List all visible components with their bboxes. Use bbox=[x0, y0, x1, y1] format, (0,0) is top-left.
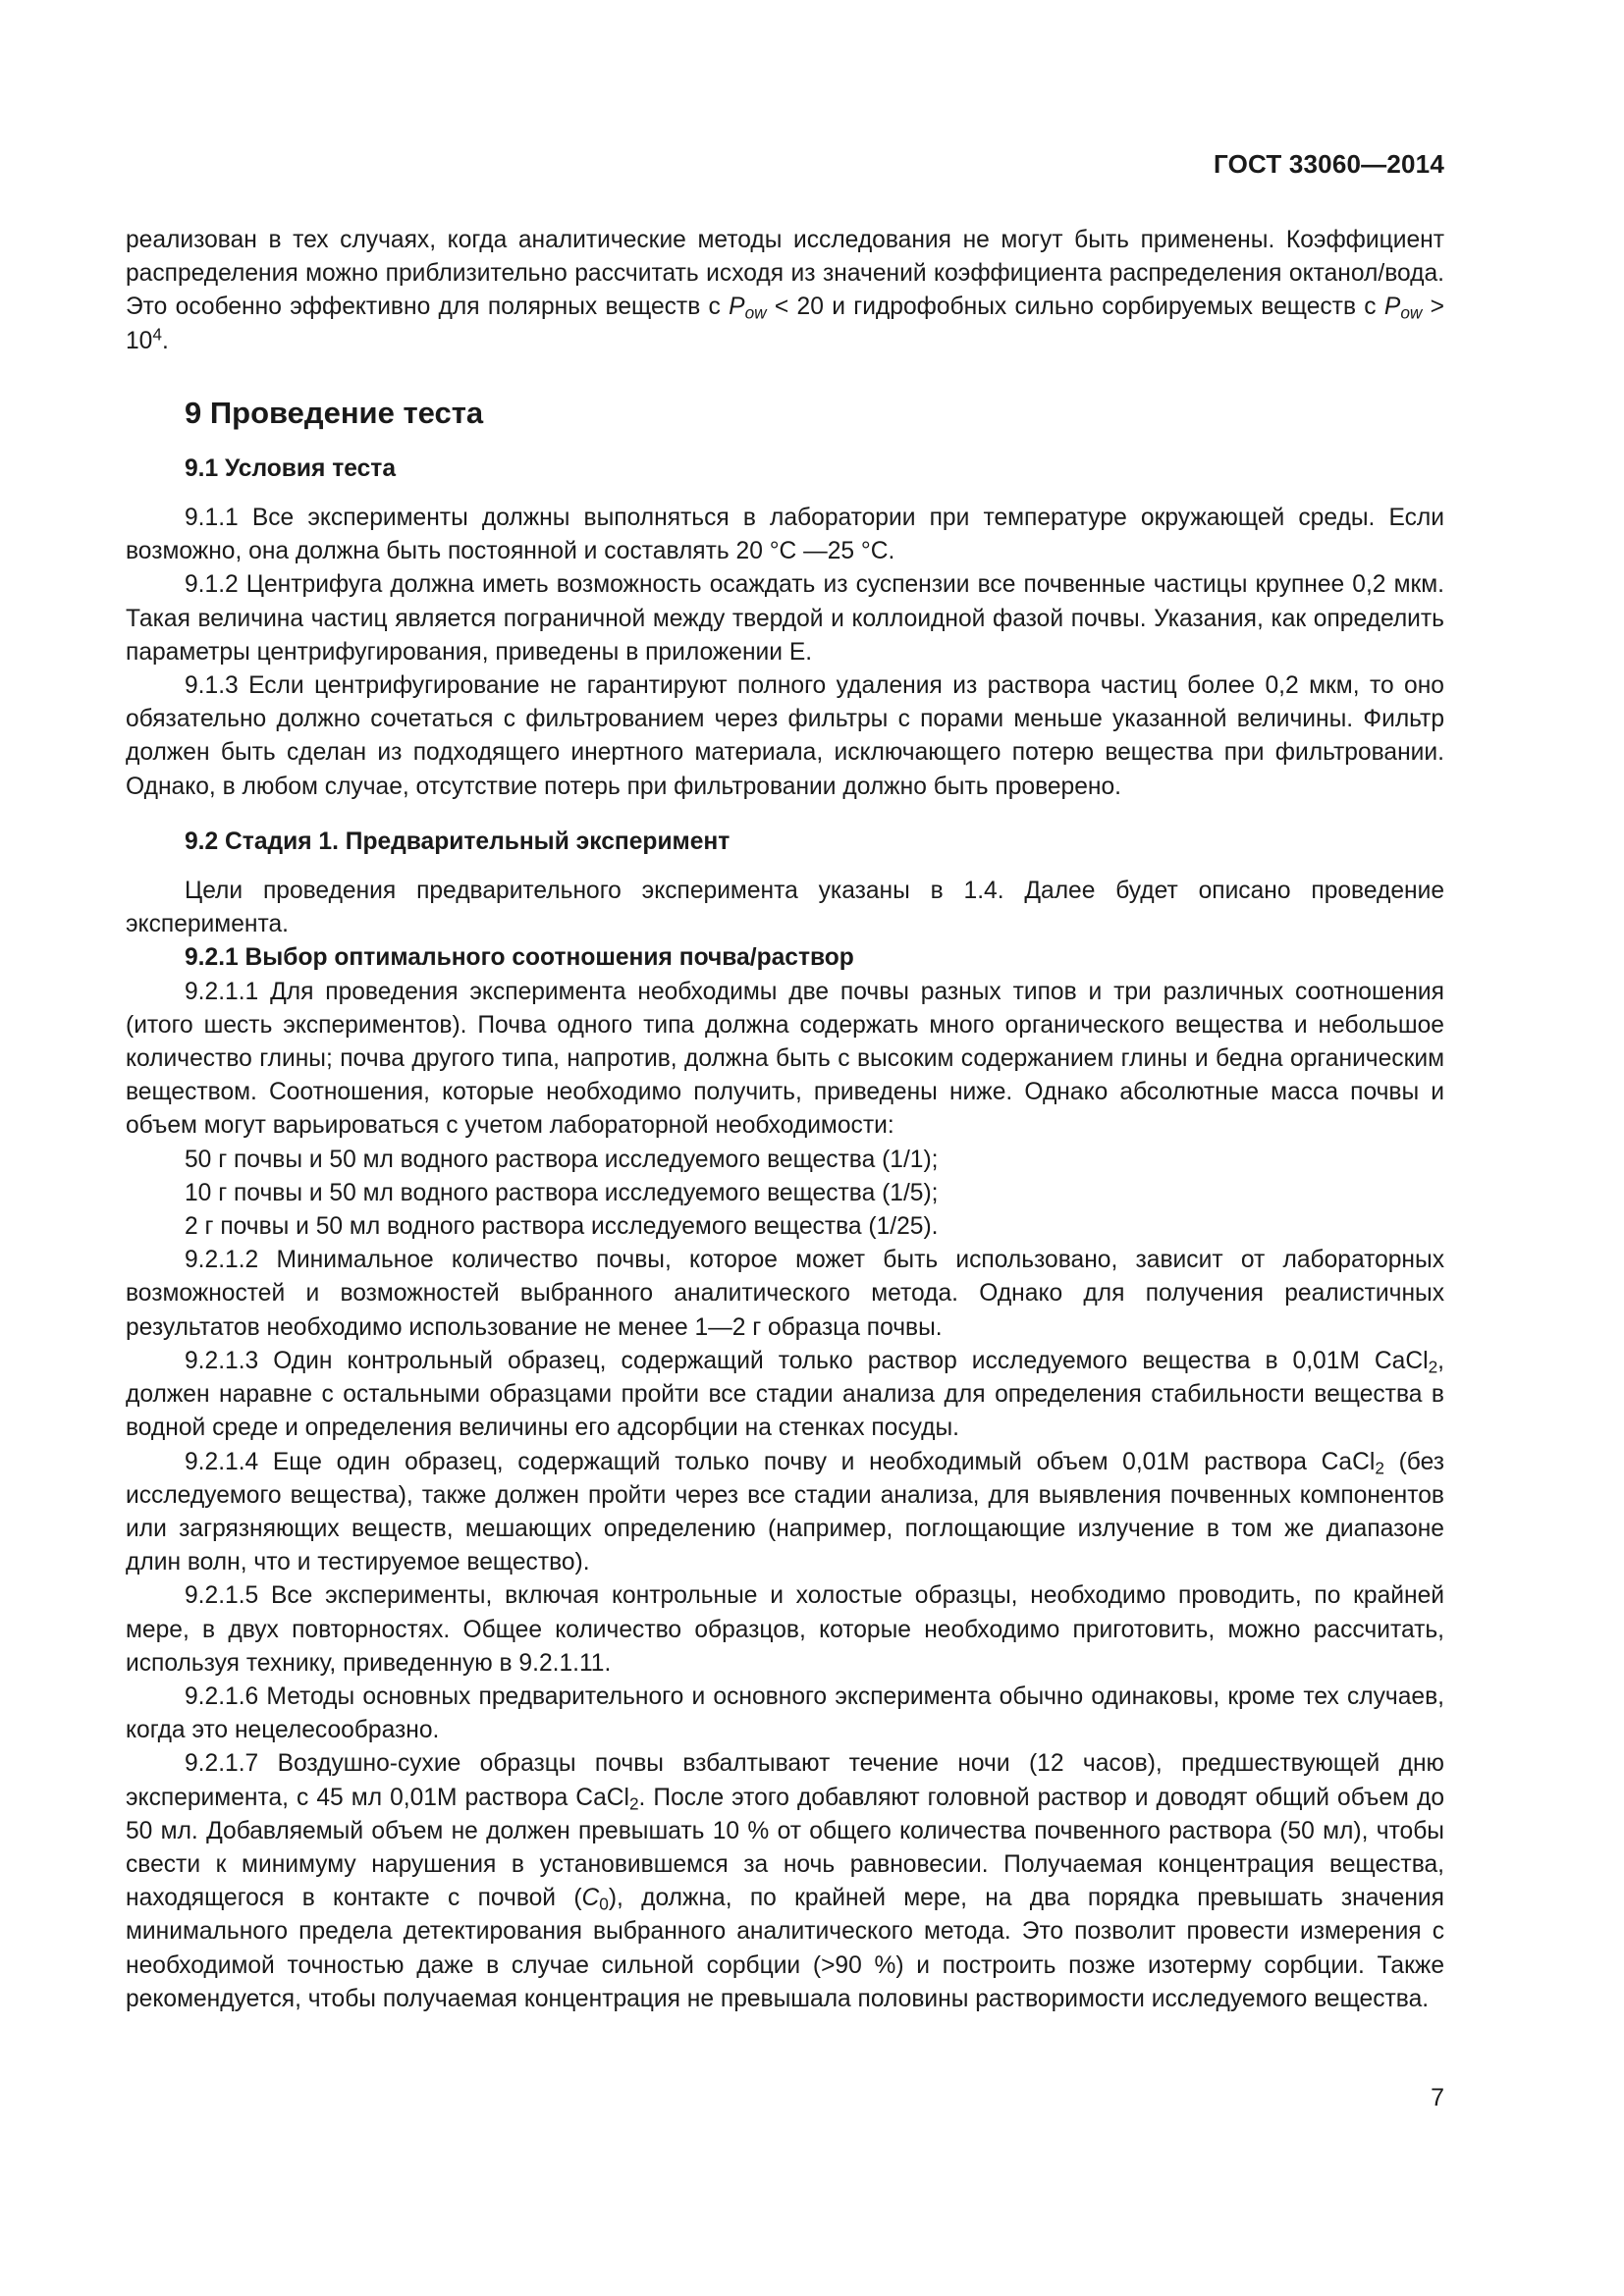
paragraph-9-2-1-7: 9.2.1.7 Воздушно-сухие образцы почвы взбалтывают течение ночи (12 часов), предшествующей дню эксперимента, с 45 мл 0,01М раствора CaCl$_2$. После этого добавляют головной раствор и доводят общий объем до 50 мл. Добавляемый объем не должен превышать 10 % от общего количества почвенного раствора (50 мл), чтобы свести к минимуму нарушения в установившемся за ночь равновесии. Получаемая концентрация вещества, находящегося в контакте с почвой $(C_0)$, должна, по крайней мере, на два порядка превышать значения минимального предела детектирования выбранного аналитического метода. Это позволит провести измерения с необходимой точностью даже в случае сильной сорбции (>90 %) и построить позже изотерму сорбции. Также рекомендуется, чтобы получаемая концентрация не превышала половины растворимости исследуемого вещества. bbox=[126, 1750, 1445, 2012]
paragraph-9-1-2: 9.1.2 Центрифуга должна иметь возможность осаждать из суспензии все почвенные частицы крупнее 0,2 мкм. Такая величина частиц является пограничной между твердой и коллоидной фазой почвы. Указания, как определить параметры центрифугирования, приведены в приложении Е. bbox=[126, 571, 1444, 666]
ratio-item: 50 г почвы и 50 мл водного раствора исследуемого вещества (1/1); bbox=[185, 1146, 939, 1173]
paragraph-9-1-3: 9.1.3 Если центрифугирование не гарантируют полного удаления из раствора частиц более 0,2 мкм, то оно обязательно должно сочетаться с фильтрованием через фильтры с порами меньше указанной величины. Фильтр должен быть сделан из подходящего инертного материала, исключающего потерю вещества при фильтровании. Однако, в любом случае, отсутствие потерь при фильтровании должно быть проверено. bbox=[126, 672, 1444, 800]
paragraph-9-1-1: 9.1.1 Все эксперименты должны выполняться в лаборатории при температуре окружающей среды. Если возможно, она должна быть постоянной и составлять 20 °С —25 °С. bbox=[126, 505, 1444, 565]
paragraph-9-2-1-5: 9.2.1.5 Все эксперименты, включая контрольные и холостые образцы, необходимо проводить, по крайней мере, в двух повторностях. Общее количество образцов, которые необходимо приготовить, можно рассчитать, используя технику, приведенную в 9.2.1.11. bbox=[126, 1582, 1444, 1677]
ratio-item: 10 г почвы и 50 мл водного раствора исследуемого вещества (1/5); bbox=[185, 1179, 939, 1206]
paragraph-9-2-1-1: 9.2.1.1 Для проведения эксперимента необходимы две почвы разных типов и три различных соотношения (итого шесть экспериментов). Почва одного типа должна содержать много органического вещества и небольшое количество глины; почва другого типа, напротив, должна быть с высоким содержанием глины и бедна органическим веществом. Соотношения, которые необходимо получить, приведены ниже. Однако абсолютные масса почвы и объем могут варьироваться с учетом лабораторной необходимости: bbox=[126, 978, 1444, 1140]
page-number: 7 bbox=[1431, 2084, 1444, 2111]
paragraph-9-2-1-2: 9.2.1.2 Минимальное количество почвы, которое может быть использовано, зависит от лабораторных возможностей и возможностей выбранного аналитического метода. Однако для получения реалистичных результатов необходимо использование не менее 1—2 г образца почвы. bbox=[126, 1247, 1444, 1341]
paragraph-9-2-intro: Цели проведения предварительного эксперимента указаны в 1.4. Далее будет описано проведение эксперимента. bbox=[126, 878, 1444, 938]
section-9-1-heading: 9.1 Условия теста bbox=[185, 454, 396, 482]
document-body bbox=[126, 224, 1444, 2016]
document-header: ГОСТ 33060—2014 bbox=[1214, 149, 1444, 179]
ratio-item: 2 г почвы и 50 мл водного раствора исследуемого вещества (1/25). bbox=[185, 1213, 939, 1241]
paragraph-9-2-1-3: 9.2.1.3 Один контрольный образец, содержащий только раствор исследуемого вещества в 0,01М CaCl$_2$, должен наравне с остальными образцами пройти все стадии анализа для определения стабильности вещества в водной среде и определения величины его адсорбции на стенках посуды. bbox=[126, 1347, 1444, 1442]
section-9-2-1-heading: 9.2.1 Выбор оптимального соотношения почва/раствор bbox=[185, 944, 854, 972]
paragraph-9-2-1-4: 9.2.1.4 Еще один образец, содержащий только почву и необходимый объем 0,01М раствора CaCl$_2$ (без исследуемого вещества), также должен пройти через все стадии анализа, для выявления почвенных компонентов или загрязняющих веществ, мешающих определению (например, поглощающие излучение в том же диапазоне длин волн, что и тестируемое вещество). bbox=[126, 1448, 1444, 1576]
section-9-2-heading: 9.2 Стадия 1. Предварительный эксперимент bbox=[185, 828, 731, 855]
section-9-heading: 9 Проведение теста bbox=[185, 395, 484, 430]
paragraph-9-2-1-6: 9.2.1.6 Методы основных предварительного и основного эксперимента обычно одинаковы, кроме тех случаев, когда это нецелесообразно. bbox=[126, 1682, 1444, 1744]
intro-paragraph: реализован в тех случаях, когда аналитические методы исследования не могут быть применены. Коэффициент распределения можно приблизительно рассчитать исходя из значений коэффициента распределения октанол/вода. Это особенно эффективно для полярных веществ с $P_{ow} < 20$ и гидрофобных сильно сорбируемых веществ с $P_{ow} > 10^4$. bbox=[126, 227, 1444, 354]
